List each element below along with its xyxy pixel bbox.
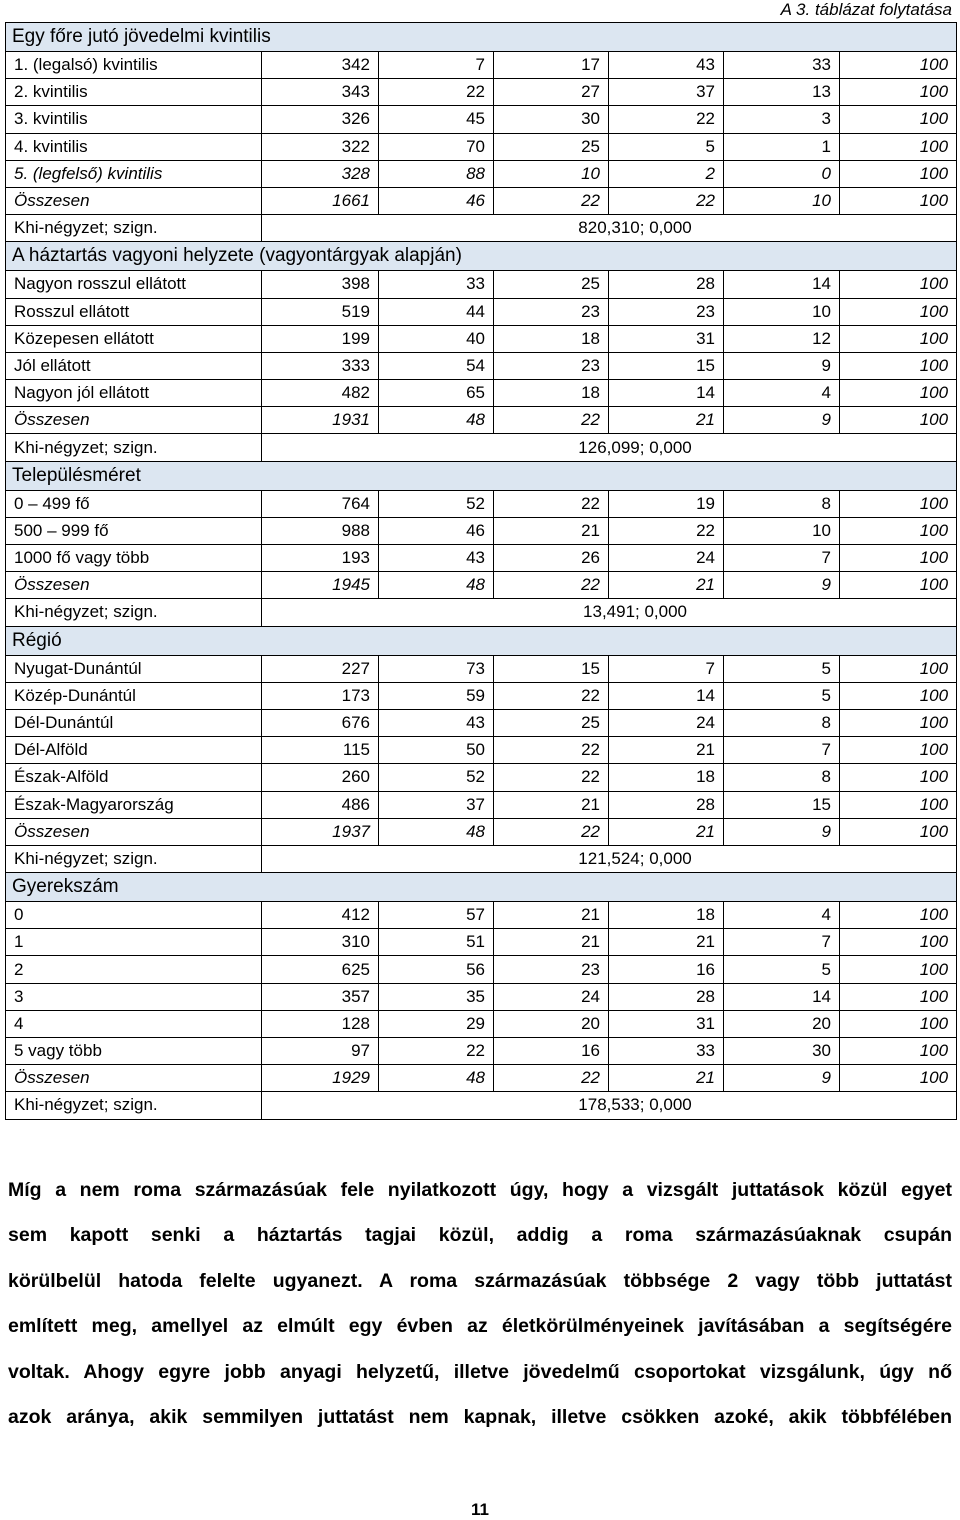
row-label: Közép-Dunántúl [6,682,262,709]
table-cell: 482 [262,380,379,407]
table-cell: 343 [262,79,379,106]
table-cell: 328 [262,160,379,187]
table-cell: 22 [494,737,609,764]
row-label: Közepesen ellátott [6,325,262,352]
table-row [6,517,957,544]
table-cell: 260 [262,764,379,791]
table-cell: 25 [494,271,609,298]
table-cell: 9 [724,818,840,845]
table-cell: 33 [609,1038,724,1065]
paragraph-line: említett meg, amellyel az elmúlt egy évben az életkörülményeinek javításában a segítségére [8,1315,952,1338]
table-cell: 65 [379,380,494,407]
table-cell: 14 [724,271,840,298]
section-title: Gyerekszám [6,873,957,902]
table-cell: 14 [724,983,840,1010]
table-row [6,737,957,764]
table-cell: 30 [724,1038,840,1065]
table-row [6,1065,957,1092]
table-cell: 398 [262,271,379,298]
table-row [6,298,957,325]
table-cell: 52 [379,764,494,791]
table-cell: 100 [840,818,957,845]
table-cell: 43 [609,52,724,79]
table-cell: 199 [262,325,379,352]
table-cell: 100 [840,79,957,106]
data-table [5,22,957,1120]
table-cell: 44 [379,298,494,325]
table-row [6,52,957,79]
table-row [6,106,957,133]
table-cell: 1 [724,133,840,160]
table-cell: 18 [609,902,724,929]
table-cell: 412 [262,902,379,929]
page-number: 11 [471,1500,489,1519]
section-header [6,242,957,271]
table-cell: 22 [494,187,609,214]
table-row [6,271,957,298]
table-cell: 23 [609,298,724,325]
table-cell: 173 [262,682,379,709]
table-cell: 59 [379,682,494,709]
table-cell: 15 [609,352,724,379]
table-cell: 22 [379,1038,494,1065]
table-cell: 24 [609,545,724,572]
table-cell: 100 [840,352,957,379]
table-cell: 333 [262,352,379,379]
table-cell: 9 [724,572,840,599]
table-cell: 8 [724,490,840,517]
table-cell: 22 [494,764,609,791]
table-cell: 100 [840,545,957,572]
section-header [6,461,957,490]
table-cell: 18 [494,325,609,352]
table-cell: 31 [609,1010,724,1037]
table-cell: 45 [379,106,494,133]
section-title: Településméret [6,461,957,490]
table-cell: 227 [262,655,379,682]
table-cell: 22 [494,572,609,599]
chi-square-value: 13,491; 0,000 [262,599,957,626]
chi-square-row [6,599,957,626]
table-cell: 519 [262,298,379,325]
row-label: 2 [6,956,262,983]
table-cell: 40 [379,325,494,352]
table-cell: 100 [840,983,957,1010]
table-cell: 18 [609,764,724,791]
table-cell: 70 [379,133,494,160]
table-cell: 18 [494,380,609,407]
row-label: 0 – 499 fő [6,490,262,517]
table-cell: 100 [840,1038,957,1065]
table-row [6,1038,957,1065]
row-label: Dél-Alföld [6,737,262,764]
chi-square-label: Khi-négyzet; szign. [6,599,262,626]
row-label: 5 vagy több [6,1038,262,1065]
chi-square-row [6,845,957,872]
table-row [6,818,957,845]
table-cell: 12 [724,325,840,352]
table-cell: 52 [379,490,494,517]
table-cell: 5 [724,682,840,709]
table-row [6,791,957,818]
row-label: Összesen [6,572,262,599]
table-cell: 10 [724,298,840,325]
table-caption: A 3. táblázat folytatása [780,0,952,19]
table-cell: 21 [494,929,609,956]
table-cell: 16 [494,1038,609,1065]
paragraph-line: sem kapott senki a háztartás tagjai közül, addig a roma származásúaknak csupán [8,1224,952,1247]
table-cell: 22 [494,682,609,709]
table-cell: 21 [494,791,609,818]
table-cell: 22 [609,517,724,544]
table-cell: 9 [724,407,840,434]
table-cell: 100 [840,682,957,709]
row-label: Észak-Magyarország [6,791,262,818]
table-cell: 22 [379,79,494,106]
table-cell: 0 [724,160,840,187]
table-cell: 22 [494,407,609,434]
table-cell: 20 [494,1010,609,1037]
table-cell: 51 [379,929,494,956]
table-cell: 20 [724,1010,840,1037]
table-cell: 5 [724,655,840,682]
table-cell: 5 [609,133,724,160]
section-header [6,23,957,52]
table-cell: 21 [609,818,724,845]
row-label: 1 [6,929,262,956]
table-cell: 9 [724,1065,840,1092]
table-cell: 31 [609,325,724,352]
table-cell: 7 [609,655,724,682]
table-cell: 764 [262,490,379,517]
table-cell: 100 [840,106,957,133]
section-title: Régió [6,626,957,655]
table-cell: 48 [379,1065,494,1092]
row-label: Összesen [6,187,262,214]
table-cell: 35 [379,983,494,1010]
table-cell: 100 [840,52,957,79]
table-cell: 21 [494,517,609,544]
row-label: 3 [6,983,262,1010]
table-cell: 48 [379,818,494,845]
table-cell: 73 [379,655,494,682]
table-row [6,983,957,1010]
table-cell: 100 [840,791,957,818]
table-cell: 100 [840,929,957,956]
row-label: Jól ellátott [6,352,262,379]
table-row [6,709,957,736]
row-label: Dél-Dunántúl [6,709,262,736]
table-cell: 322 [262,133,379,160]
table-cell: 128 [262,1010,379,1037]
row-label: 1. (legalsó) kvintilis [6,52,262,79]
table-cell: 88 [379,160,494,187]
table-cell: 193 [262,545,379,572]
table-cell: 22 [494,490,609,517]
chi-square-value: 121,524; 0,000 [262,845,957,872]
table-cell: 100 [840,160,957,187]
table-cell: 1929 [262,1065,379,1092]
table-cell: 22 [494,818,609,845]
section-header [6,626,957,655]
row-label: Összesen [6,1065,262,1092]
table-row [6,352,957,379]
table-cell: 16 [609,956,724,983]
table-cell: 30 [494,106,609,133]
table-cell: 24 [494,983,609,1010]
table-cell: 29 [379,1010,494,1037]
table-cell: 310 [262,929,379,956]
table-cell: 100 [840,709,957,736]
table-cell: 326 [262,106,379,133]
table-cell: 100 [840,1010,957,1037]
table-cell: 23 [494,298,609,325]
table-cell: 100 [840,764,957,791]
table-cell: 100 [840,133,957,160]
table-row [6,956,957,983]
table-cell: 342 [262,52,379,79]
table-cell: 486 [262,791,379,818]
section-title: A háztartás vagyoni helyzete (vagyontárgyak alapján) [6,242,957,271]
table-cell: 43 [379,545,494,572]
chi-square-row [6,1092,957,1119]
table-row [6,1010,957,1037]
table-cell: 21 [609,929,724,956]
table-cell: 21 [609,1065,724,1092]
table-cell: 21 [609,407,724,434]
table-cell: 21 [609,737,724,764]
chi-square-value: 178,533; 0,000 [262,1092,957,1119]
table-cell: 21 [609,572,724,599]
table-cell: 9 [724,352,840,379]
table-cell: 26 [494,545,609,572]
table-cell: 10 [494,160,609,187]
table-cell: 5 [724,956,840,983]
table-cell: 100 [840,902,957,929]
section-header [6,873,957,902]
table-cell: 100 [840,325,957,352]
table-cell: 100 [840,737,957,764]
chi-square-label: Khi-négyzet; szign. [6,215,262,242]
paragraph-line: azok aránya, akik semmilyen juttatást nem kapnak, illetve csökken azoké, akik többfélében [8,1406,952,1429]
table-cell: 24 [609,709,724,736]
table-cell: 25 [494,133,609,160]
table-row [6,407,957,434]
section-title: Egy főre jutó jövedelmi kvintilis [6,23,957,52]
table-cell: 19 [609,490,724,517]
table-cell: 37 [609,79,724,106]
row-label: Nagyon jól ellátott [6,380,262,407]
table-cell: 21 [494,902,609,929]
table-cell: 17 [494,52,609,79]
table-cell: 100 [840,490,957,517]
table-cell: 15 [724,791,840,818]
table-cell: 115 [262,737,379,764]
chi-square-label: Khi-négyzet; szign. [6,1092,262,1119]
table-cell: 48 [379,572,494,599]
table-row [6,545,957,572]
table-cell: 7 [724,929,840,956]
body-paragraph [8,1168,952,1440]
table-cell: 14 [609,682,724,709]
table-cell: 46 [379,517,494,544]
table-cell: 54 [379,352,494,379]
table-cell: 28 [609,983,724,1010]
table-cell: 37 [379,791,494,818]
table-cell: 10 [724,517,840,544]
table-cell: 3 [724,106,840,133]
table-row [6,764,957,791]
table-cell: 46 [379,187,494,214]
row-label: 3. kvintilis [6,106,262,133]
table-cell: 4 [724,380,840,407]
row-label: 0 [6,902,262,929]
table-cell: 7 [724,737,840,764]
row-label: Észak-Alföld [6,764,262,791]
table-row [6,929,957,956]
row-label: 2. kvintilis [6,79,262,106]
chi-square-value: 820,310; 0,000 [262,215,957,242]
row-label: Összesen [6,818,262,845]
row-label: Összesen [6,407,262,434]
chi-square-row [6,215,957,242]
table-cell: 100 [840,187,957,214]
chi-square-row [6,434,957,461]
table-cell: 23 [494,956,609,983]
table-cell: 27 [494,79,609,106]
table-row [6,79,957,106]
row-label: 4. kvintilis [6,133,262,160]
table-cell: 56 [379,956,494,983]
table-cell: 2 [609,160,724,187]
row-label: 500 – 999 fő [6,517,262,544]
table-cell: 100 [840,572,957,599]
table-cell: 1937 [262,818,379,845]
table-cell: 22 [609,106,724,133]
table-row [6,572,957,599]
table-cell: 100 [840,407,957,434]
row-label: 4 [6,1010,262,1037]
table-cell: 676 [262,709,379,736]
table-cell: 97 [262,1038,379,1065]
table-cell: 100 [840,380,957,407]
table-cell: 100 [840,956,957,983]
table-cell: 988 [262,517,379,544]
table-cell: 28 [609,791,724,818]
table-row [6,655,957,682]
table-cell: 33 [379,271,494,298]
table-row [6,902,957,929]
table-cell: 4 [724,902,840,929]
table-cell: 100 [840,517,957,544]
row-label: 5. (legfelső) kvintilis [6,160,262,187]
table-row [6,187,957,214]
table-cell: 100 [840,1065,957,1092]
table-cell: 625 [262,956,379,983]
table-cell: 100 [840,298,957,325]
table-cell: 22 [494,1065,609,1092]
table-cell: 10 [724,187,840,214]
table-cell: 22 [609,187,724,214]
chi-square-label: Khi-négyzet; szign. [6,845,262,872]
table-cell: 100 [840,655,957,682]
table-cell: 8 [724,709,840,736]
table-row [6,682,957,709]
table-cell: 57 [379,902,494,929]
paragraph-line: körülbelül hatoda felelte ugyanezt. A roma származásúak többsége 2 vagy több juttatást [8,1269,952,1292]
table-cell: 7 [724,545,840,572]
table-cell: 28 [609,271,724,298]
table-cell: 14 [609,380,724,407]
table-cell: 33 [724,52,840,79]
paragraph-line: voltak. Ahogy egyre jobb anyagi helyzetű, illetve jövedelmű csoportokat vizsgálunk, úgy nő [8,1360,952,1383]
table-cell: 50 [379,737,494,764]
table-cell: 15 [494,655,609,682]
row-label: Rosszul ellátott [6,298,262,325]
row-label: Nyugat-Dunántúl [6,655,262,682]
table-cell: 100 [840,271,957,298]
paragraph-line: Míg a nem roma származásúak fele nyilatkozott úgy, hogy a vizsgált juttatások közül egyet [8,1179,952,1201]
table-cell: 13 [724,79,840,106]
chi-square-label: Khi-négyzet; szign. [6,434,262,461]
table-cell: 23 [494,352,609,379]
table-row [6,160,957,187]
table-cell: 25 [494,709,609,736]
chi-square-value: 126,099; 0,000 [262,434,957,461]
table-cell: 357 [262,983,379,1010]
table-row [6,133,957,160]
table-cell: 7 [379,52,494,79]
table-cell: 48 [379,407,494,434]
row-label: Nagyon rosszul ellátott [6,271,262,298]
table-cell: 1661 [262,187,379,214]
table-row [6,490,957,517]
row-label: 1000 fő vagy több [6,545,262,572]
table-cell: 1931 [262,407,379,434]
table-row [6,325,957,352]
table-cell: 8 [724,764,840,791]
table-cell: 1945 [262,572,379,599]
table-cell: 43 [379,709,494,736]
table-row [6,380,957,407]
